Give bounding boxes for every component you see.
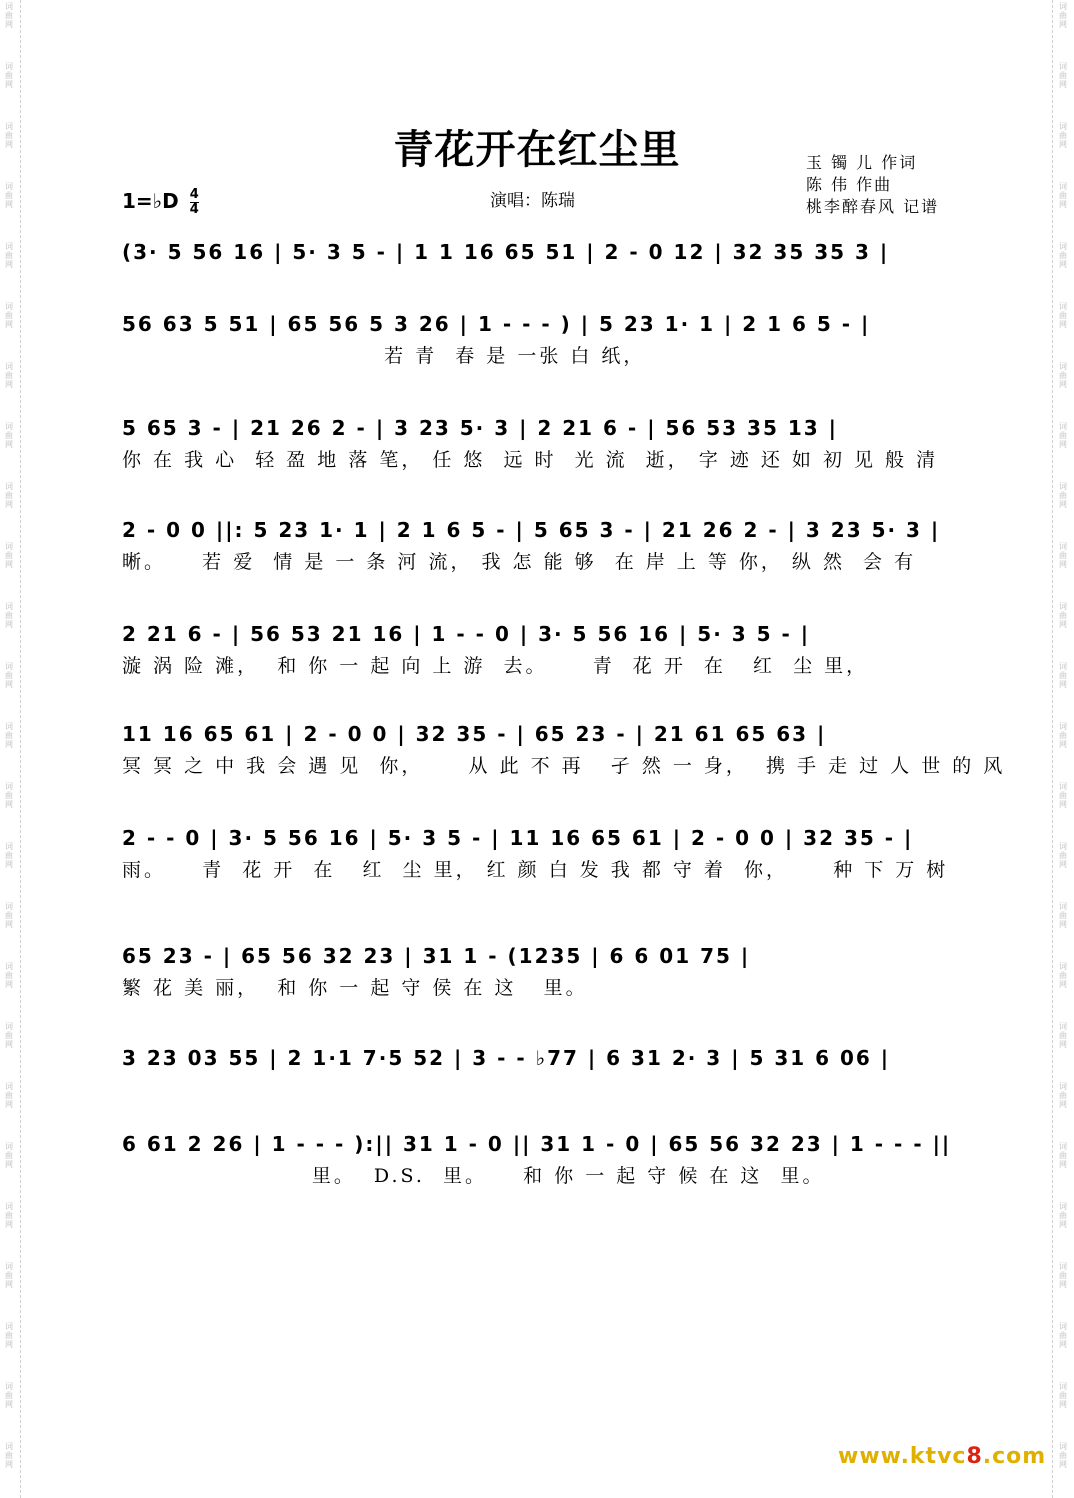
lyrics-line: 晰。 若 爱 情 是 一 条 河 流， 我 怎 能 够 在 岸 上 等 你， 纵 然 会 有 <box>122 551 917 573</box>
notes-line: (3· 5 56 16 | 5· 3 5 - | 1 1 16 65 51 | 2 - 0 12 | 32 35 35 3 | <box>122 240 890 264</box>
watermark-mark: 词 曲 网 <box>5 662 13 689</box>
watermark-mark: 词 曲 网 <box>5 1022 13 1049</box>
watermark-mark: 词 曲 网 <box>5 62 13 89</box>
watermark-mark: 词 曲 网 <box>5 902 13 929</box>
watermark-mark: 词 曲 网 <box>1059 1262 1067 1289</box>
watermark-mark: 词 曲 网 <box>5 362 13 389</box>
notes-line: 2 - 0 0 ||: 5 23 1· 1 | 2 1 6 5 - | 5 65 3 - | 21 26 2 - | 3 23 5· 3 | <box>122 518 941 542</box>
lyrics-line: 若 青 春 是 一张 白 纸， <box>122 345 646 367</box>
lyrics-line: 繁 花 美 丽， 和 你 一 起 守 侯 在 这 里。 <box>122 977 588 999</box>
watermark-mark: 词 曲 网 <box>1059 62 1067 89</box>
watermark-mark: 词 曲 网 <box>1059 722 1067 749</box>
notes-line: 6 61 2 26 | 1 - - - ):|| 31 1 - 0 || 31 1 - 0 | 65 56 32 23 | 1 - - - || <box>122 1132 952 1156</box>
watermark-mark: 词 曲 网 <box>5 122 13 149</box>
watermark-mark: 词 曲 网 <box>1059 1382 1067 1409</box>
watermark-mark: 词 曲 网 <box>1059 1082 1067 1109</box>
lyrics-line: 你 在 我 心 轻 盈 地 落 笔， 任 悠 远 时 光 流 逝， 字 迹 还 如 初 见 般 清 <box>122 449 939 471</box>
watermark-mark: 词 曲 网 <box>5 1142 13 1169</box>
watermark-mark: 词 曲 网 <box>5 482 13 509</box>
watermark-mark: 词 曲 网 <box>5 1262 13 1289</box>
watermark-mark: 词 曲 网 <box>5 1082 13 1109</box>
watermark-mark: 词 曲 网 <box>1059 1202 1067 1229</box>
lyricist-credit: 玉 镯 儿 作词 <box>806 153 918 172</box>
lyrics-line: 里。 D.S. 里。 和 你 一 起 守 候 在 这 里。 <box>122 1165 825 1187</box>
watermark-mark: 词 曲 网 <box>1059 1442 1067 1469</box>
watermark-mark: 词 曲 网 <box>5 302 13 329</box>
watermark-mark: 词 曲 网 <box>1059 1142 1067 1169</box>
watermark-mark: 词 曲 网 <box>5 722 13 749</box>
watermark-mark: 词 曲 网 <box>1059 302 1067 329</box>
watermark-mark: 词 曲 网 <box>5 182 13 209</box>
watermark-mark: 词 曲 网 <box>5 1442 13 1469</box>
lyrics-line: 冥 冥 之 中 我 会 遇 见 你， 从 此 不 再 孑 然 一 身， 携 手 走 过 人 世 的 风 <box>122 755 1006 777</box>
watermark-mark: 词 曲 网 <box>5 842 13 869</box>
watermark-mark: 词 曲 网 <box>5 602 13 629</box>
watermark-mark: 词 曲 网 <box>5 422 13 449</box>
singer-credit: 演唱：陈瑞 <box>490 191 575 211</box>
watermark-mark: 词 曲 网 <box>5 962 13 989</box>
watermark-mark: 词 曲 网 <box>1059 602 1067 629</box>
transcriber-credit: 桃李醉春风 记谱 <box>806 197 940 216</box>
watermark-mark: 词 曲 网 <box>5 2 13 29</box>
key-signature <box>122 188 199 217</box>
key-label: 1=♭D <box>122 189 179 213</box>
watermark-mark: 词 曲 网 <box>1059 842 1067 869</box>
watermark-mark: 词 曲 网 <box>5 1322 13 1349</box>
time-signature: $\frac{4}{4}$ <box>189 187 199 217</box>
watermark-mark: 词 曲 网 <box>1059 962 1067 989</box>
author-credits <box>806 152 939 218</box>
watermark-mark: 词 曲 网 <box>1059 1322 1067 1349</box>
watermark-mark: 词 曲 网 <box>1059 122 1067 149</box>
notes-line: 2 - - 0 | 3· 5 56 16 | 5· 3 5 - | 11 16 65 61 | 2 - 0 0 | 32 35 - | <box>122 826 914 850</box>
watermark-mark: 词 曲 网 <box>1059 482 1067 509</box>
song-title: 青花开在红尘里 <box>393 126 681 173</box>
watermark-mark: 词 曲 网 <box>1059 662 1067 689</box>
watermark-mark: 词 曲 网 <box>5 1202 13 1229</box>
watermark-mark: 词 曲 网 <box>5 782 13 809</box>
lyrics-line: 雨。 青 花 开 在 红 尘 里， 红 颜 白 发 我 都 守 着 你， 种 下 万 树 <box>122 859 949 881</box>
composer-credit: 陈 伟 作曲 <box>806 175 893 194</box>
watermark-mark: 词 曲 网 <box>1059 362 1067 389</box>
watermark-mark: 词 曲 网 <box>5 1382 13 1409</box>
notes-line: 65 23 - | 65 56 32 23 | 31 1 - (1235 | 6 6 01 75 | <box>122 944 751 968</box>
watermark-mark: 词 曲 网 <box>1059 1022 1067 1049</box>
watermark-mark: 词 曲 网 <box>5 242 13 269</box>
notes-line: 11 16 65 61 | 2 - 0 0 | 32 35 - | 65 23 - | 21 61 65 63 | <box>122 722 827 746</box>
left-margin-strip <box>20 0 39 1498</box>
watermark-mark: 词 曲 网 <box>1059 902 1067 929</box>
watermark-mark: 词 曲 网 <box>1059 542 1067 569</box>
watermark-mark: 词 曲 网 <box>1059 242 1067 269</box>
notes-line: 2 21 6 - | 56 53 21 16 | 1 - - 0 | 3· 5 56 16 | 5· 3 5 - | <box>122 622 811 646</box>
notes-line: 3 23 03 55 | 2 1·1 7·5 52 | 3 - - ♭77 | 6 31 2· 3 | 5 31 6 06 | <box>122 1046 891 1070</box>
site-logo: www.ktvc8.com <box>838 1444 1047 1469</box>
watermark-mark: 词 曲 网 <box>1059 182 1067 209</box>
watermark-mark: 词 曲 网 <box>1059 782 1067 809</box>
watermark-mark: 词 曲 网 <box>1059 2 1067 29</box>
watermark-mark: 词 曲 网 <box>1059 422 1067 449</box>
notes-line: 5 65 3 - | 21 26 2 - | 3 23 5· 3 | 2 21 6 - | 56 53 35 13 | <box>122 416 838 440</box>
watermark-mark: 词 曲 网 <box>5 542 13 569</box>
lyrics-line: 漩 涡 险 滩， 和 你 一 起 向 上 游 去。 青 花 开 在 红 尘 里， <box>122 655 869 677</box>
notes-line: 56 63 5 51 | 65 56 5 3 26 | 1 - - - ) | 5 23 1· 1 | 2 1 6 5 - | <box>122 312 871 336</box>
